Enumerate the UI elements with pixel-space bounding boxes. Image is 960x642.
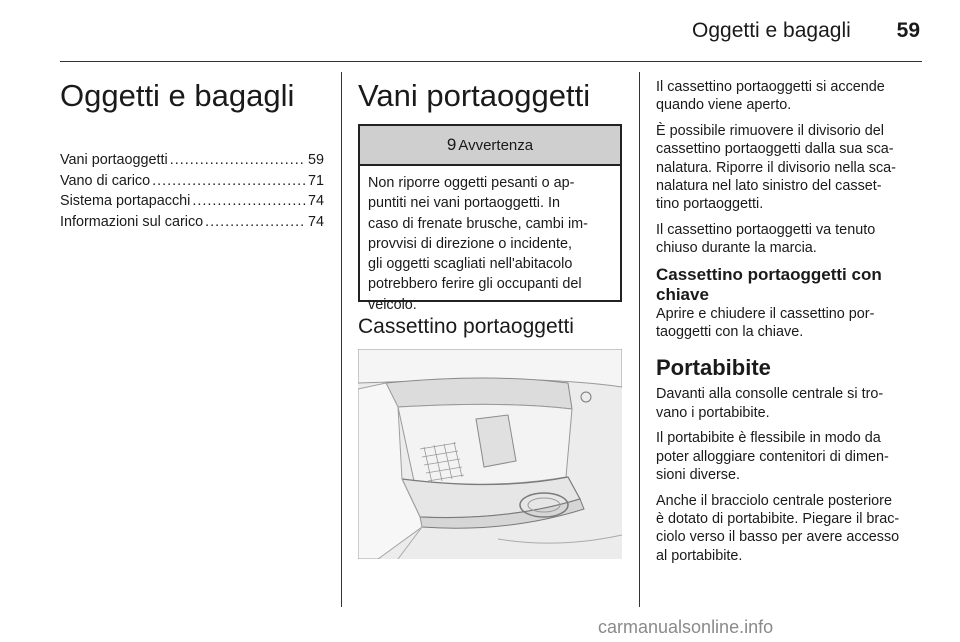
text-line: quando viene aperto. bbox=[656, 97, 792, 114]
text-line: Il cassettino portaoggetti si accende bbox=[656, 79, 885, 95]
warning-icon: 9 bbox=[446, 135, 457, 154]
warning-line: veicolo. bbox=[368, 296, 417, 313]
text-line: cassettino portaoggetti dalla sua sca- bbox=[656, 141, 894, 158]
glovebox-drawing bbox=[358, 349, 622, 559]
toc-entry[interactable] bbox=[60, 212, 324, 233]
paragraph bbox=[656, 122, 924, 214]
text-line: ciolo verso il basso per avere accesso bbox=[656, 529, 900, 546]
text-line: È possibile rimuovere il divisorio del bbox=[656, 122, 884, 139]
toc-entry-label: Vano di carico bbox=[60, 172, 151, 189]
toc-entry-label: Vani portaoggetti bbox=[60, 152, 168, 168]
toc-entry-label: Sistema portapacchi bbox=[60, 193, 191, 209]
paragraph bbox=[656, 78, 924, 115]
glovebox-illustration bbox=[358, 349, 622, 559]
toc-entry-page: 74 bbox=[307, 213, 324, 230]
column-divider-right bbox=[639, 72, 640, 607]
toc-entry-label: Informazioni sul carico bbox=[60, 213, 204, 230]
text-line: poter alloggiare contenitori di dimen- bbox=[656, 448, 889, 465]
text-line: taoggetti con la chiave. bbox=[656, 324, 804, 341]
text-line: Aprire e chiudere il cassettino por- bbox=[656, 305, 875, 322]
paragraph bbox=[656, 221, 924, 258]
toc-leader-dots bbox=[152, 171, 306, 192]
text-line: Anche il bracciolo centrale posteriore bbox=[656, 492, 892, 509]
table-of-contents bbox=[60, 150, 324, 232]
text-line: Cassettino portaoggetti con bbox=[656, 264, 882, 284]
warning-box bbox=[358, 124, 622, 313]
warning-heading: Avvertenza bbox=[458, 136, 534, 154]
text-line: al portabibite. bbox=[656, 547, 743, 564]
text-line: nalatura. Riporre il divisorio nella sca- bbox=[656, 159, 896, 176]
paragraph bbox=[656, 305, 924, 342]
warning-line: puntiti nei vani portaoggetti. In bbox=[368, 195, 561, 212]
text-line: è dotato di portabibite. Piegare il brac- bbox=[656, 510, 900, 527]
section-heading: Portabibite bbox=[656, 355, 771, 381]
warning-line: gli oggetti scagliati nell'abitacolo bbox=[368, 256, 573, 273]
toc-entry[interactable] bbox=[60, 171, 324, 192]
column-divider-left bbox=[341, 72, 342, 607]
text-line: Davanti alla consolle centrale si tro- bbox=[656, 386, 884, 403]
paragraph bbox=[656, 385, 924, 422]
toc-leader-dots bbox=[170, 150, 306, 171]
paragraph bbox=[656, 492, 924, 566]
section-title: Vani portaoggetti bbox=[358, 78, 591, 113]
toc-entry-page: 59 bbox=[307, 152, 324, 168]
toc-leader-dots bbox=[205, 212, 306, 233]
header-rule bbox=[60, 61, 922, 62]
warning-line: caso di frenate brusche, cambi im- bbox=[368, 215, 588, 232]
toc-entry[interactable] bbox=[60, 191, 324, 212]
text-line: chiave bbox=[656, 284, 709, 304]
warning-line: Non riporre oggetti pesanti o ap- bbox=[368, 175, 575, 191]
text-line: tino portaoggetti. bbox=[656, 196, 764, 213]
subheading bbox=[656, 265, 924, 305]
toc-entry-page: 74 bbox=[307, 193, 324, 209]
text-line: nalatura nel lato sinistro del casset- bbox=[656, 178, 882, 195]
text-line: sioni diverse. bbox=[656, 467, 740, 484]
page-number: 59 bbox=[896, 19, 920, 42]
text-line: vano i portabibite. bbox=[656, 404, 770, 421]
chapter-title: Oggetti e bagagli bbox=[60, 78, 295, 113]
paragraph bbox=[656, 429, 924, 484]
toc-leader-dots bbox=[192, 191, 306, 212]
watermark: carmanualsonline.info bbox=[598, 617, 774, 637]
running-header-title: Oggetti e bagagli bbox=[692, 19, 851, 42]
subsection-title: Cassettino portaoggetti bbox=[358, 315, 574, 338]
right-column-text bbox=[656, 78, 924, 572]
warning-line: potrebbero ferire gli occupanti del bbox=[368, 276, 582, 293]
warning-text bbox=[360, 166, 620, 322]
toc-entry-page: 71 bbox=[307, 172, 324, 189]
warning-line: provvisi di direzione o incidente, bbox=[368, 235, 572, 252]
text-line: Il portabibite è flessibile in modo da bbox=[656, 430, 881, 447]
toc-entry[interactable] bbox=[60, 150, 324, 171]
text-line: Il cassettino portaoggetti va tenuto bbox=[656, 221, 876, 238]
text-line: chiuso durante la marcia. bbox=[656, 240, 817, 257]
warning-header bbox=[360, 126, 620, 166]
